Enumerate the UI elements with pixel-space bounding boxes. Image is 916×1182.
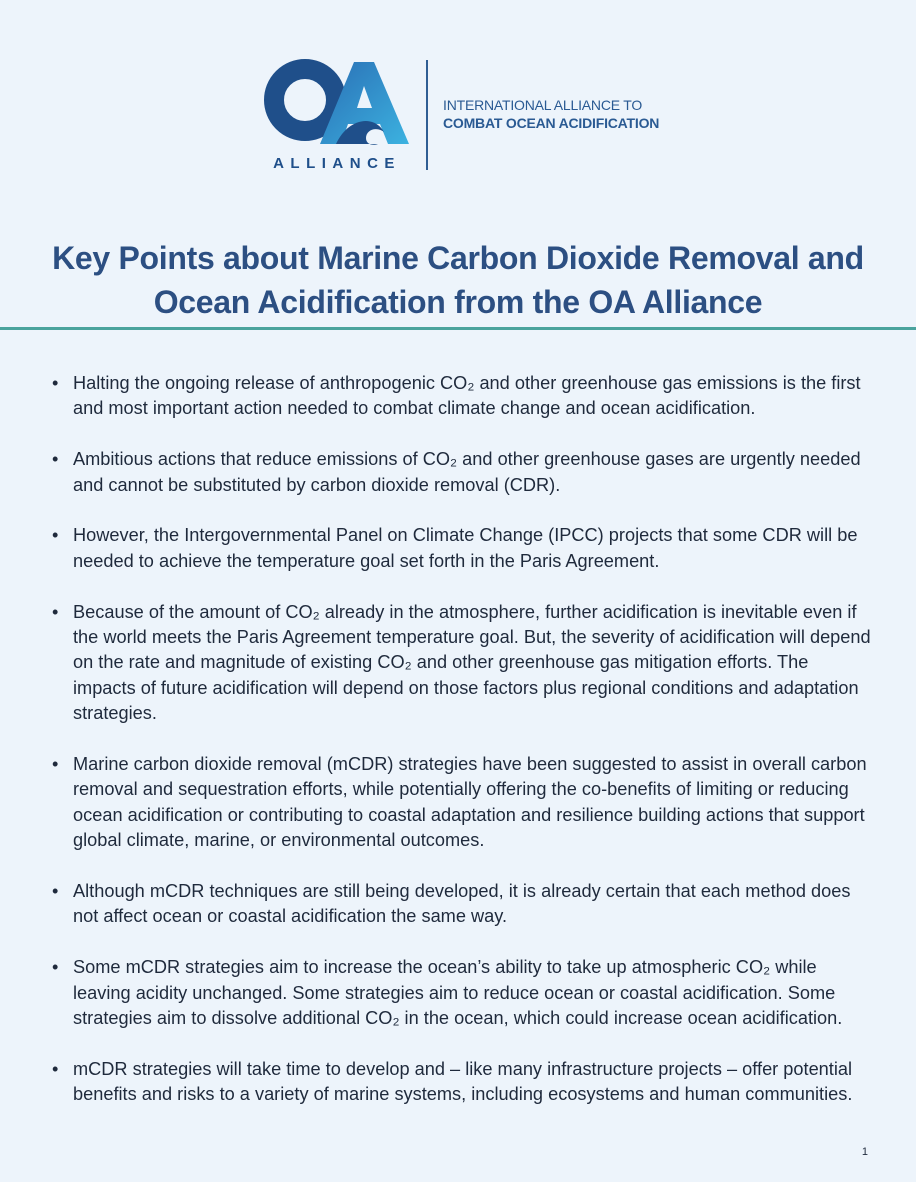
- bullet-icon: •: [52, 525, 59, 546]
- org-name-line2: COMBAT OCEAN ACIDIFICATION: [443, 115, 660, 131]
- key-point-text: Ambitious actions that reduce emissions of CO₂ and other greenhouse gases are urgently needed and cannot be substituted by carbon dioxide removal (CDR).: [73, 449, 861, 495]
- key-point: [50, 955, 876, 1031]
- bullet-icon: •: [52, 957, 59, 978]
- org-name-line1: INTERNATIONAL ALLIANCE TO: [443, 97, 643, 113]
- bullet-icon: •: [52, 449, 59, 470]
- key-point-text: Some mCDR strategies aim to increase the ocean’s ability to take up atmospheric CO₂ while leaving acidity unchanged. Some strategies aim to reduce ocean or coastal acidification. Some strategies aim to dissolve additional CO₂ in the ocean, which could increase ocean acidification.: [73, 957, 843, 1029]
- key-point: [50, 447, 876, 498]
- logo-divider: [426, 60, 428, 170]
- key-point: [50, 371, 876, 422]
- title-divider: [0, 327, 916, 330]
- key-point: [50, 752, 876, 854]
- bullet-icon: •: [52, 601, 59, 622]
- organization-name: [443, 96, 659, 132]
- bullet-icon: •: [52, 754, 59, 775]
- key-point-text: mCDR strategies will take time to develop and – like many infrastructure projects – offer potential benefits and risks to a variety of marine systems, including ecosystems and human communities.: [73, 1058, 853, 1105]
- key-point-text: Although mCDR techniques are still being developed, it is already certain that each method does not affect ocean or coastal acidification the same way.: [73, 881, 851, 927]
- page-title: [20, 236, 896, 324]
- key-point: [50, 523, 876, 574]
- bullet-icon: •: [52, 881, 59, 902]
- key-point: [50, 600, 876, 727]
- title-line1: Key Points about Marine Carbon Dioxide Removal and: [52, 240, 864, 276]
- key-points-list: [50, 371, 876, 1133]
- key-point-text: Because of the amount of CO₂ already in the atmosphere, further acidification is inevitable even if the world meets the Paris Agreement temperature goal. But, the severity of acidification will depend on the rate and magnitude of existing CO₂ and other greenhouse gas mitigation efforts. The impacts of future acidification will depend on those factors plus regional conditions and adaptation strategies.: [73, 601, 871, 724]
- page-number: 1: [861, 1146, 868, 1158]
- key-point: [50, 879, 876, 930]
- bullet-icon: •: [52, 373, 59, 393]
- logo-word: ALLIANCE: [273, 155, 401, 172]
- header: [0, 56, 916, 176]
- bullet-icon: •: [52, 1058, 59, 1079]
- title-line2: Ocean Acidification from the OA Alliance: [153, 284, 763, 320]
- oa-alliance-logo: [262, 56, 412, 174]
- key-point-text: However, the Intergovernmental Panel on Climate Change (IPCC) projects that some CDR will be needed to achieve the temperature goal set forth in the Paris Agreement.: [73, 525, 858, 571]
- key-point-text: Marine carbon dioxide removal (mCDR) strategies have been suggested to assist in overall carbon removal and sequestration efforts, while potentially offering the co-benefits of limiting or reducing ocean acidification or contributing to coastal adaptation and resilience building actions that support global climate, marine, or environmental outcomes.: [73, 754, 867, 851]
- key-point: [50, 1057, 876, 1108]
- oa-logo-icon: [262, 56, 412, 174]
- key-point-text: Halting the ongoing release of anthropogenic CO₂ and other greenhouse gas emissions is the first and most important action needed to combat climate change and ocean acidification.: [73, 373, 861, 419]
